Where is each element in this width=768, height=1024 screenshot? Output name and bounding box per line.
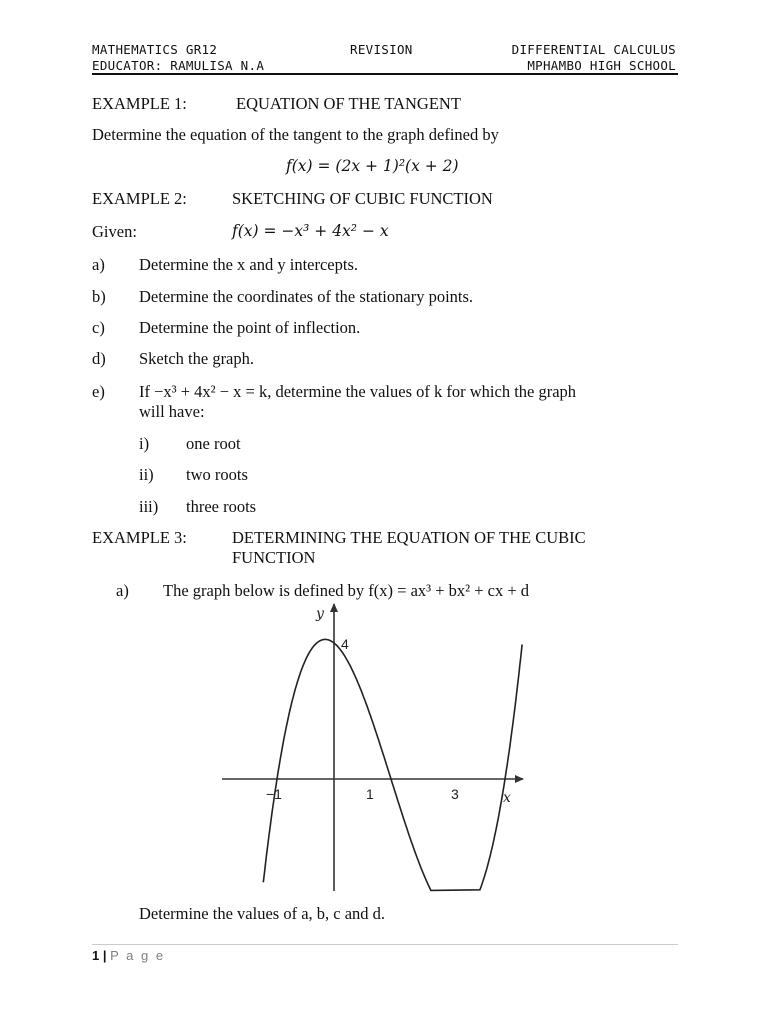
example3-title-line2: FUNCTION [232,548,316,567]
header-divider [92,73,678,75]
item-a-text: Determine the x and y intercepts. [139,255,359,274]
example2-function: f(x) = −x³ + 4x² − x [232,222,389,240]
example1-title: EQUATION OF THE TANGENT [236,94,461,113]
header-school: MPHAMBO HIGH SCHOOL [527,58,676,73]
example2-label: EXAMPLE 2: [92,189,187,208]
item-e-text-continued: will have: [139,402,205,421]
item-b-text: Determine the coordinates of the stationary points. [139,287,474,306]
cubic-graph [200,596,540,896]
x-intercept-neg1-label: −1 [266,786,282,802]
subitem-ii-roman: ii) [139,465,154,484]
x-axis-label: x [503,790,511,806]
y-intercept-label: 4 [341,636,349,652]
subitem-i-text: one root [186,434,241,453]
footer-divider [92,944,678,945]
item-d-letter: d) [92,349,106,368]
header-topic: DIFFERENTIAL CALCULUS [511,42,676,57]
header-educator: EDUCATOR: RAMULISA N.A [92,58,265,73]
item-a-letter: a) [92,255,105,274]
subitem-iii-roman: iii) [139,497,159,516]
example2-title: SKETCHING OF CUBIC FUNCTION [232,189,493,208]
example3-part-text: The graph below is defined by f(x) = ax³ + bx² + cx + d [163,581,530,600]
y-axis-label: y [316,606,324,622]
item-c-text: Determine the point of inflection. [139,318,361,337]
example3-part-letter: a) [116,581,129,600]
example1-instruction: Determine the equation of the tangent to the graph defined by [92,125,499,144]
item-b-letter: b) [92,287,106,306]
page-footer [92,948,165,963]
item-c-letter: c) [92,318,105,337]
example3-title-line1: DETERMINING THE EQUATION OF THE CUBIC [232,528,586,547]
example1-label: EXAMPLE 1: [92,94,187,113]
x-intercept-1-label: 1 [366,786,374,802]
item-d-text: Sketch the graph. [139,349,255,368]
x-intercept-3-label: 3 [451,786,459,802]
example3-question: Determine the values of a, b, c and d. [139,904,386,923]
subitem-i-roman: i) [139,434,150,453]
page-number: 1 [92,948,100,963]
item-e-text: If −x³ + 4x² − x = k, determine the values of k for which the graph [139,382,577,401]
header-subject: MATHEMATICS GR12 [92,42,218,57]
page-separator: | [102,948,107,963]
header-type: REVISION [350,42,413,57]
example1-function: f(x) = (2x + 1)²(x + 2) [286,157,459,175]
item-e-letter: e) [92,382,105,401]
example2-given-label: Given: [92,222,137,241]
page-word: P a g e [110,948,166,963]
example3-label: EXAMPLE 3: [92,528,187,547]
cubic-curve [263,639,522,890]
subitem-iii-text: three roots [186,497,257,516]
subitem-ii-text: two roots [186,465,248,484]
